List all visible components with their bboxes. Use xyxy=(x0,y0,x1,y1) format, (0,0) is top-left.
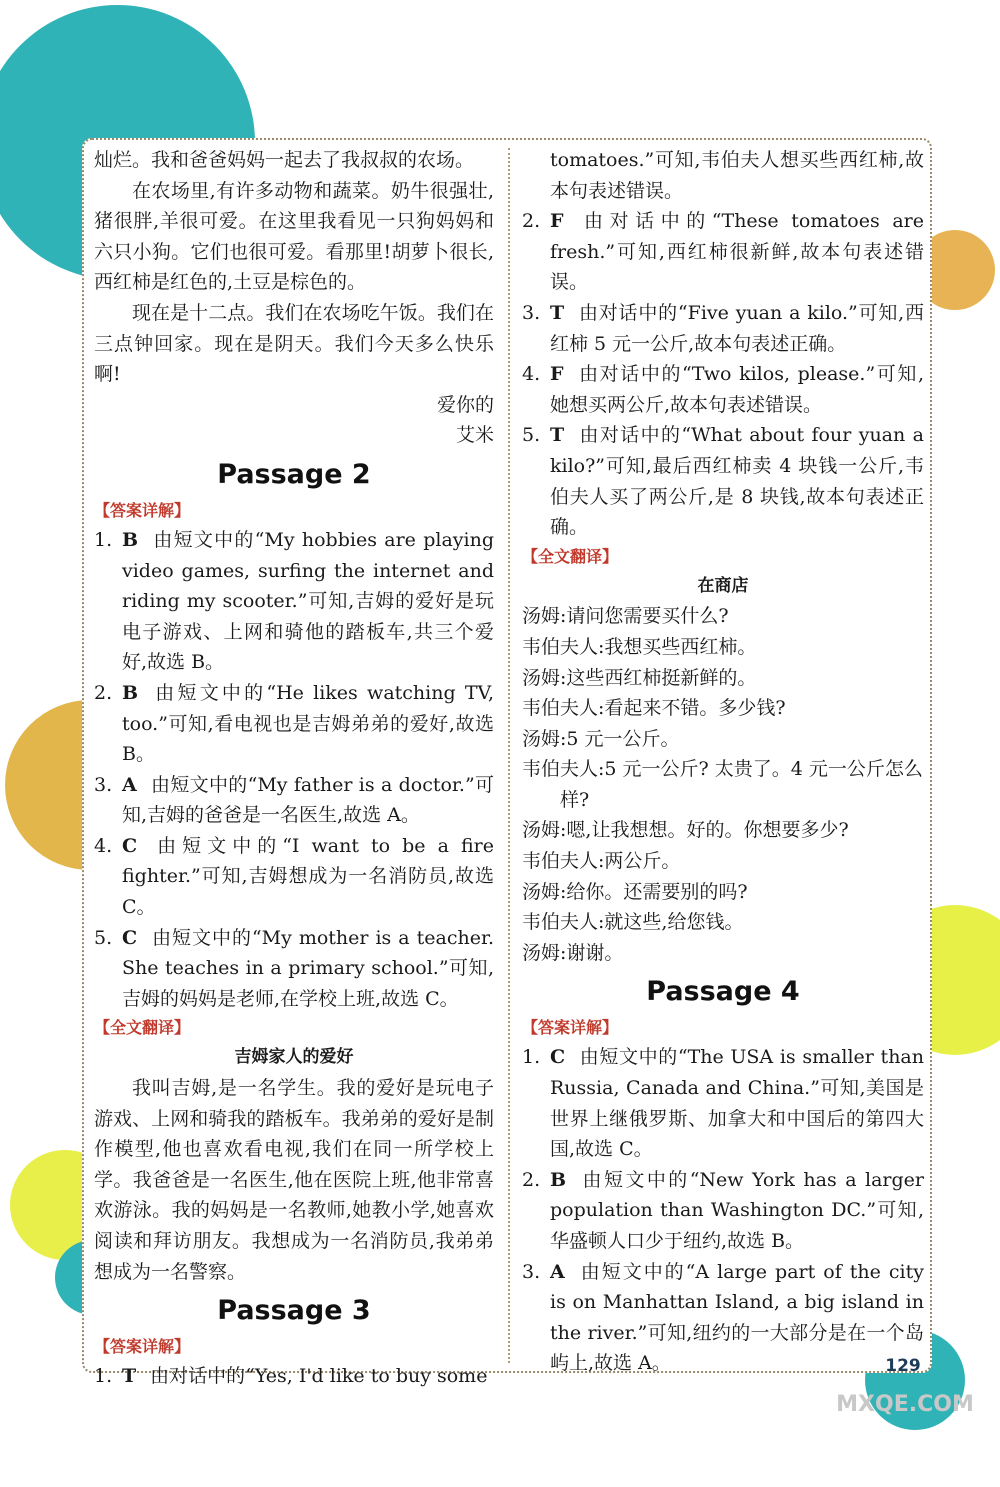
item-answer: B xyxy=(122,528,139,551)
dialogue-line: 韦伯夫人:我想买些西红柿。 xyxy=(522,635,757,658)
item-answer: B xyxy=(550,1168,567,1191)
item-text: 由短文中的“New York has a larger population than Washington DC.”可知,华盛顿人口少于纽约,故选 B。 xyxy=(550,1168,924,1252)
dialogue-line: 汤姆:给你。还需要别的吗? xyxy=(522,880,748,903)
signature-love: 爱你的 xyxy=(436,393,494,416)
continued-text: tomatoes.”可知,韦伯夫人想买些西红柿,故本句表述错误。 xyxy=(550,149,924,202)
translation-title: 在商店 xyxy=(697,575,749,596)
dialogue-line: 韦伯夫人:就这些,给您钱。 xyxy=(522,911,744,934)
item-answer: A xyxy=(122,773,137,796)
item-number: 2. xyxy=(522,210,541,233)
item-answer: T xyxy=(550,424,565,447)
passage-4-title: Passage 4 xyxy=(646,976,800,1008)
translation-text: 我叫吉姆,是一名学生。我的爱好是玩电子游戏、上网和骑我的踏板车。我弟弟的爱好是制作模型,他也喜欢看电视,我们在同一所学校上学。我爸爸是一名医生,他在医院上班,他非常喜欢游泳。我的妈妈是一名教师,她教小学,她喜欢阅读和拜访朋友。我想成为一名消防员,我弟弟想成为一名警察。 xyxy=(94,1077,494,1283)
item-text: 由短文中的“My mother is a teacher. She teaches in a primary school.”可知,吉姆的妈妈是老师,在学校上班,故选 C。 xyxy=(122,926,494,1010)
item-number: 5. xyxy=(522,424,541,447)
item-answer: B xyxy=(122,681,139,704)
item-text: 由对话中的“Five yuan a kilo.”可知,西红柿 5 元一公斤,故本句表述正确。 xyxy=(550,301,924,355)
item-answer: C xyxy=(122,834,138,857)
answer-item xyxy=(94,525,494,678)
answers-label: 【答案详解】 xyxy=(94,500,191,520)
answer-item xyxy=(522,1165,924,1257)
item-number: 3. xyxy=(522,1260,541,1283)
item-text: 由短文中的“A large part of the city is on Manhattan Island, a big island in the river.”可知,纽约的一大部分是在一个岛屿上,故选 A。 xyxy=(550,1260,924,1375)
item-number: 1. xyxy=(94,528,113,551)
column-divider xyxy=(508,148,510,1363)
item-text: 由短文中的“I want to be a fire fighter.”可知,吉姆想成为一名消防员,故选 C。 xyxy=(122,834,494,919)
dialogue-line: 汤姆:嗯,让我想想。好的。你想要多少? xyxy=(522,819,849,842)
item-text: 由对话中的“Two kilos, please.”可知,她想买两公斤,故本句表述错误。 xyxy=(550,363,924,416)
item-number: 5. xyxy=(94,926,113,949)
intro-line: 灿烂。我和爸爸妈妈一起去了我叔叔的农场。 xyxy=(94,149,475,171)
passage-2-title: Passage 2 xyxy=(217,458,371,490)
answers-label: 【答案详解】 xyxy=(522,1018,619,1038)
item-text: 由短文中的“My hobbies are playing video games, surfing the internet and riding my scooter.”可知,吉姆的爱好是玩电子游戏、上网和骑他的踏板车,共三个爱好,故选 B。 xyxy=(122,528,494,674)
right-column xyxy=(522,145,924,1379)
item-answer: T xyxy=(550,301,565,324)
item-answer: F xyxy=(550,363,564,386)
dialogue-line: 汤姆:请问您需要买什么? xyxy=(522,605,729,628)
item-text: 由短文中的“He likes watching TV, too.”可知,看电视也是吉姆弟弟的爱好,故选 B。 xyxy=(122,681,494,766)
item-number: 1. xyxy=(94,1365,113,1388)
answer-item xyxy=(94,770,494,831)
watermark: MXQE.COM xyxy=(836,1392,974,1417)
item-number: 4. xyxy=(522,363,541,386)
answer-item xyxy=(94,678,494,770)
page-number: 129 xyxy=(885,1356,921,1376)
dialogue-line: 韦伯夫人:看起来不错。多少钱? xyxy=(522,697,786,720)
dialogue-line: 汤姆:谢谢。 xyxy=(522,941,624,964)
item-number: 2. xyxy=(522,1168,541,1191)
dialogue-line: 汤姆:这些西红柿挺新鲜的。 xyxy=(522,666,757,689)
item-number: 3. xyxy=(94,773,113,796)
dialogue-line: 汤姆:5 元一公斤。 xyxy=(522,727,680,750)
answers-label: 【答案详解】 xyxy=(94,1337,191,1357)
translation-label: 【全文翻译】 xyxy=(94,1018,191,1038)
passage-3-title: Passage 3 xyxy=(217,1295,371,1327)
answer-item xyxy=(522,359,924,420)
item-number: 4. xyxy=(94,834,113,857)
item-text: 由短文中的“My father is a doctor.”可知,吉姆的爸爸是一名医生,故选 A。 xyxy=(122,773,494,827)
item-answer: F xyxy=(550,210,564,233)
dialogue-line: 韦伯夫人:两公斤。 xyxy=(522,850,681,873)
item-number: 2. xyxy=(94,681,113,704)
item-text: 由对话中的“Yes, I'd like to buy some xyxy=(150,1365,488,1388)
translation-title: 吉姆家人的爱好 xyxy=(234,1047,354,1068)
answer-item xyxy=(94,1361,494,1392)
answer-item xyxy=(522,1257,924,1379)
answer-item xyxy=(94,831,494,923)
answer-item xyxy=(522,420,924,542)
item-number: 1. xyxy=(522,1046,541,1069)
answer-item xyxy=(522,298,924,359)
item-text: 由短文中的“The USA is smaller than Russia, Canada and China.”可知,美国是世界上继俄罗斯、加拿大和中国后的第四大国,故选 C。 xyxy=(550,1046,924,1161)
signature-name: 艾米 xyxy=(455,424,494,447)
answer-item xyxy=(522,1042,924,1164)
left-column xyxy=(94,145,494,1392)
item-answer: C xyxy=(550,1046,566,1069)
answer-item xyxy=(94,923,494,1015)
item-answer: A xyxy=(550,1260,565,1283)
item-text: 由对话中的“These tomatoes are fresh.”可知,西红柿很新鲜,故本句表述错误。 xyxy=(550,210,924,294)
item-text: 由对话中的“What about four yuan a kilo?”可知,最后西红柿卖 4 块钱一公斤,韦伯夫人买了两公斤,是 8 块钱,故本句表述正确。 xyxy=(550,424,924,539)
lunch-paragraph: 现在是十二点。我们在农场吃午饭。我们在三点钟回家。现在是阴天。我们今天多么快乐啊! xyxy=(94,301,494,386)
farm-paragraph: 在农场里,有许多动物和蔬菜。奶牛很强壮,猪很胖,羊很可爱。在这里我看见一只狗妈妈和六只小狗。它们也很可爱。看那里!胡萝卜很长,西红柿是红色的,土豆是棕色的。 xyxy=(94,179,494,294)
answer-item xyxy=(522,206,924,298)
item-answer: T xyxy=(122,1365,137,1388)
translation-label: 【全文翻译】 xyxy=(522,546,619,566)
item-answer: C xyxy=(122,926,138,949)
dialogue-line: 韦伯夫人:5 元一公斤? 太贵了。4 元一公斤怎么样? xyxy=(522,758,923,811)
item-number: 3. xyxy=(522,301,541,324)
